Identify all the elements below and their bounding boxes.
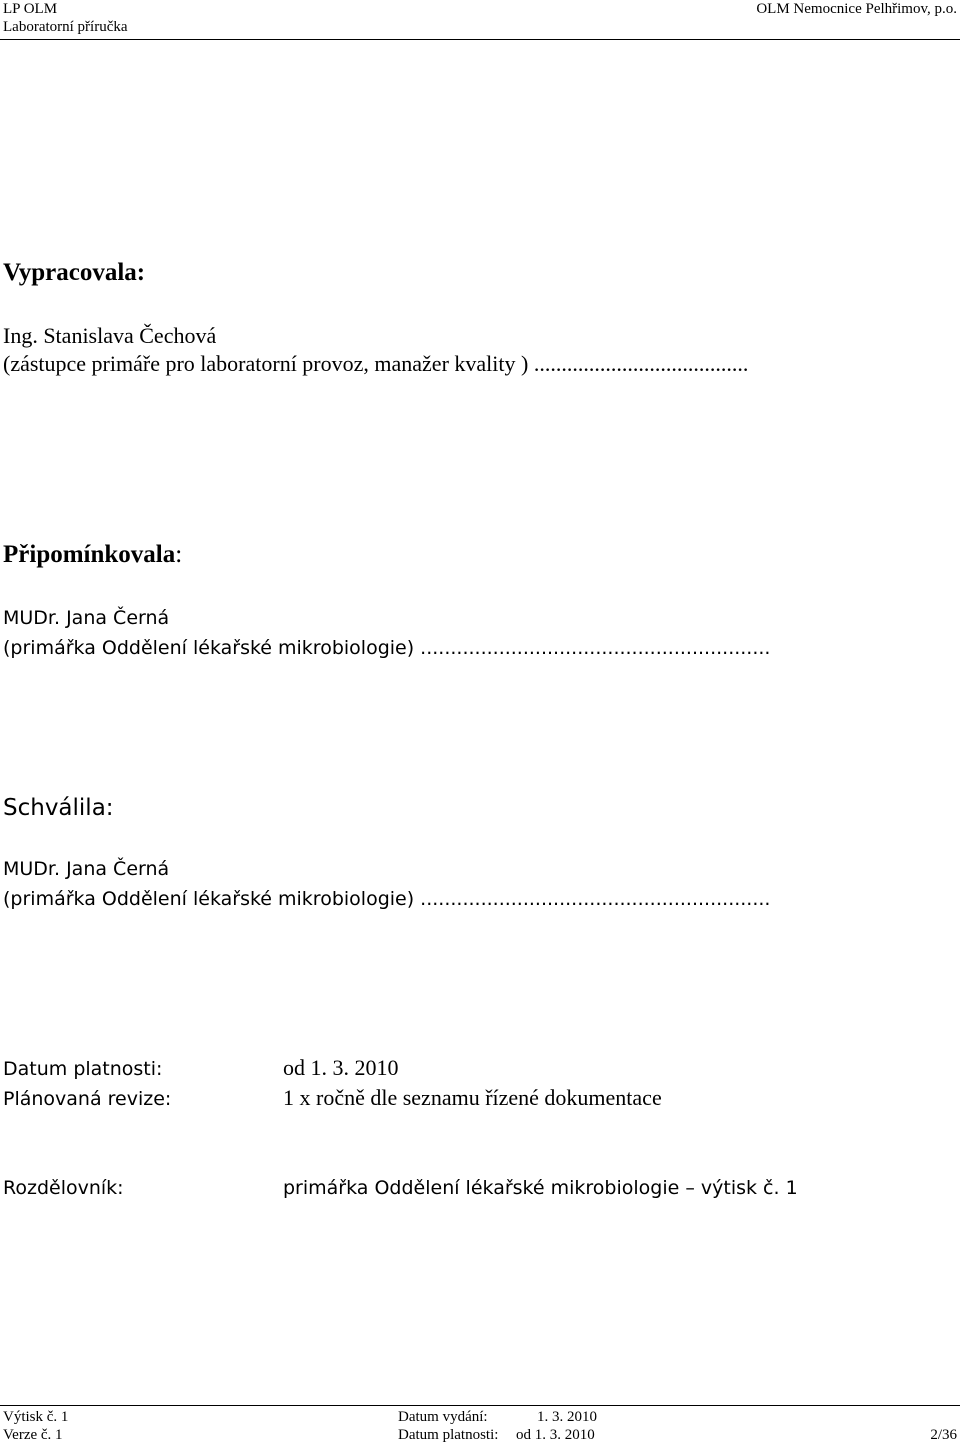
header-divider <box>0 39 960 40</box>
footer-copy-number: Výtisk č. 1 <box>3 1409 69 1425</box>
reviewed-role: (primářka Oddělení lékařské mikrobiologie) .......................................................... <box>3 637 771 659</box>
approved-name: MUDr. Jana Černá <box>3 858 170 880</box>
reviewed-name: MUDr. Jana Černá <box>3 607 170 629</box>
header-organization: OLM Nemocnice Pelhřimov, p.o. <box>756 1 957 17</box>
reviewed-heading-colon: : <box>175 541 183 568</box>
reviewed-heading <box>3 540 182 570</box>
header-doc-title: Laboratorní příručka <box>3 19 128 35</box>
footer-validity-value: od 1. 3. 2010 <box>516 1427 595 1443</box>
distribution-value: primářka Oddělení lékařské mikrobiologie – výtisk č. 1 <box>283 1177 798 1199</box>
footer-version: Verze č. 1 <box>3 1427 63 1443</box>
reviewed-heading-text: Připomínkovala <box>3 541 176 568</box>
approved-heading: Schválila: <box>3 795 114 821</box>
footer-issue-date-value: 1. 3. 2010 <box>537 1409 597 1425</box>
footer-page-number: 2/36 <box>930 1427 957 1443</box>
prepared-name: Ing. Stanislava Čechová <box>3 323 217 348</box>
approved-role: (primářka Oddělení lékařské mikrobiologie) .......................................................... <box>3 888 771 910</box>
header-doc-code: LP OLM <box>3 1 58 17</box>
validity-value: od 1. 3. 2010 <box>283 1055 399 1080</box>
revision-value: 1 x ročně dle seznamu řízené dokumentace <box>283 1085 662 1110</box>
footer-validity-label: Datum platnosti: <box>398 1427 499 1443</box>
revision-label: Plánovaná revize: <box>3 1088 172 1110</box>
distribution-label: Rozdělovník: <box>3 1177 124 1199</box>
prepared-role: (zástupce primáře pro laboratorní provoz, manažer kvality ) ....................................... <box>3 351 749 376</box>
footer-divider <box>0 1405 960 1406</box>
validity-label: Datum platnosti: <box>3 1058 163 1080</box>
prepared-heading: Vypracovala: <box>3 259 146 286</box>
footer-issue-date-label: Datum vydání: <box>398 1409 488 1425</box>
